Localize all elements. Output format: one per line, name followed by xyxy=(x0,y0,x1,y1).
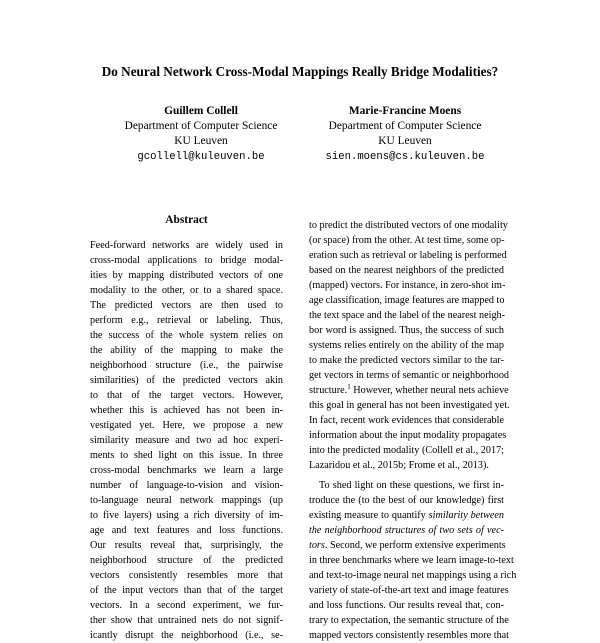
text-line: whether this is achieved has not been in- xyxy=(90,405,283,416)
author-name: Guillem Collell xyxy=(164,105,238,117)
text-line: Feed-forward networks are widely used in xyxy=(90,240,283,251)
text-line: tors. Second, we perform extensive experiments xyxy=(309,540,506,551)
text-line: vectors consistently resembles more that xyxy=(90,570,283,581)
text-line: eration such as retrieval or labeling is performed xyxy=(309,250,507,261)
text-line: troduce the (to the best of our knowledge) first xyxy=(309,495,504,506)
text-line: similarities) of the predicted vectors akin xyxy=(90,375,283,386)
text-line: cross-modal benchmarks we learn a large xyxy=(90,465,283,476)
text-line: trary to expectation, the semantic structure of the xyxy=(309,615,509,626)
author-email: sien.moens@cs.kuleuven.be xyxy=(325,150,485,163)
text-line: bor word is assigned. Thus, the success of such xyxy=(309,325,504,336)
author-block-2 xyxy=(305,104,505,165)
text-line: modality to the other, or to a shared space. xyxy=(90,285,283,296)
text-line: (or space) from the other. At test time, some op- xyxy=(309,235,505,246)
text-line: the ability of the mapping to make the xyxy=(90,345,283,356)
paper-title: Do Neural Network Cross-Modal Mappings Really Bridge Modalities? xyxy=(101,64,499,79)
author-name: Marie-Francine Moens xyxy=(348,105,462,117)
text-line: To shed light on these questions, we first in- xyxy=(319,480,504,491)
text-line: to-language neural network mappings (up xyxy=(90,495,283,506)
text-line: number of language-to-vision and vision- xyxy=(90,480,283,491)
text-line: neighborhood structure of the predicted xyxy=(90,555,283,566)
abstract-heading: Abstract xyxy=(165,214,208,226)
text-line: and text-to-image neural net mappings using a rich xyxy=(309,570,517,581)
text-line: variety of state-of-the-art text and image features xyxy=(309,585,509,596)
introduction-text xyxy=(309,218,517,643)
author-email: gcollell@kuleuven.be xyxy=(137,150,265,163)
abstract-text xyxy=(90,238,283,643)
text-line: neighborhood structure (i.e., the pairwise xyxy=(90,360,283,371)
text-line: perform e.g., retrieval or labeling. Thus, xyxy=(90,315,283,326)
text-line: the text space and the label of the nearest neigh- xyxy=(309,310,506,321)
text-line: of the input vectors than that of the target xyxy=(90,585,283,596)
author-affiliation: Department of Computer Science xyxy=(124,120,278,133)
text-line: to that of the target vectors. However, xyxy=(90,390,283,401)
text-line: The predicted vectors are then used to xyxy=(90,300,283,311)
text-line: structure.$^1$ However, whether neural nets achieve xyxy=(309,383,509,396)
text-line: this goal in general has not been investigated yet. xyxy=(309,400,510,411)
author-institution: KU Leuven xyxy=(174,135,228,148)
author-affiliation: Department of Computer Science xyxy=(328,120,482,133)
text-line: systems relies entirely on the ability of the map xyxy=(309,340,504,351)
text-line: Lazaridou et al., 2015b; Frome et al., 2013). xyxy=(309,460,489,471)
text-line: mapped vectors consistently resembles more that xyxy=(309,630,510,641)
text-line: age and text features and loss functions. xyxy=(90,525,283,536)
text-line: the neighborhood structures of two sets of vec- xyxy=(309,525,504,536)
text-line: icantly disrupt the neighborhood (i.e., se- xyxy=(90,630,283,641)
footnote-marker: 1 xyxy=(347,383,351,391)
text-line: (mapped) vectors. For instance, in zero-shot im- xyxy=(309,280,506,291)
author-block-1 xyxy=(111,104,291,165)
text-line: similarity measure and two ad hoc experi- xyxy=(90,435,283,446)
text-line: ther show that untrained nets do not signif- xyxy=(90,615,283,626)
text-line: to make the predicted vectors similar to the tar- xyxy=(309,355,504,366)
text-line: information about the input modality propagates xyxy=(309,430,507,441)
text-line: ities by mapping distributed vectors of one xyxy=(90,270,283,281)
text-line: Our results reveal that, surprisingly, the xyxy=(90,540,283,551)
text-line: ments to shed light on this issue. In three xyxy=(90,450,283,461)
text-line: existing measure to quantify similarity between xyxy=(309,510,505,521)
text-line: based on the nearest neighbors of the predicted xyxy=(309,265,504,276)
text-line: to five layers) using a rich diversity of im- xyxy=(90,510,283,521)
text-line: to predict the distributed vectors of one modality xyxy=(309,220,508,231)
text-line: vectors. In a second experiment, we fur- xyxy=(90,600,283,611)
text-line: cross-modal applications to bridge modal- xyxy=(90,255,283,266)
text-line: in three benchmarks where we learn image-to-text xyxy=(309,555,514,566)
text-line: get vectors in terms of semantic or neighborhood xyxy=(309,370,510,381)
author-institution: KU Leuven xyxy=(378,135,432,148)
text-line: In fact, recent work evidences that considerable xyxy=(309,415,504,426)
text-line: vestigated yet. Here, we propose a new xyxy=(90,420,283,431)
text-line: and loss functions. Our results reveal that, con- xyxy=(309,600,504,611)
text-line: the success of the whole system relies on xyxy=(90,330,283,341)
text-line: age classification, image features are mapped to xyxy=(309,295,505,306)
text-line: into the predicted modality (Collell et al., 2017; xyxy=(309,445,504,456)
